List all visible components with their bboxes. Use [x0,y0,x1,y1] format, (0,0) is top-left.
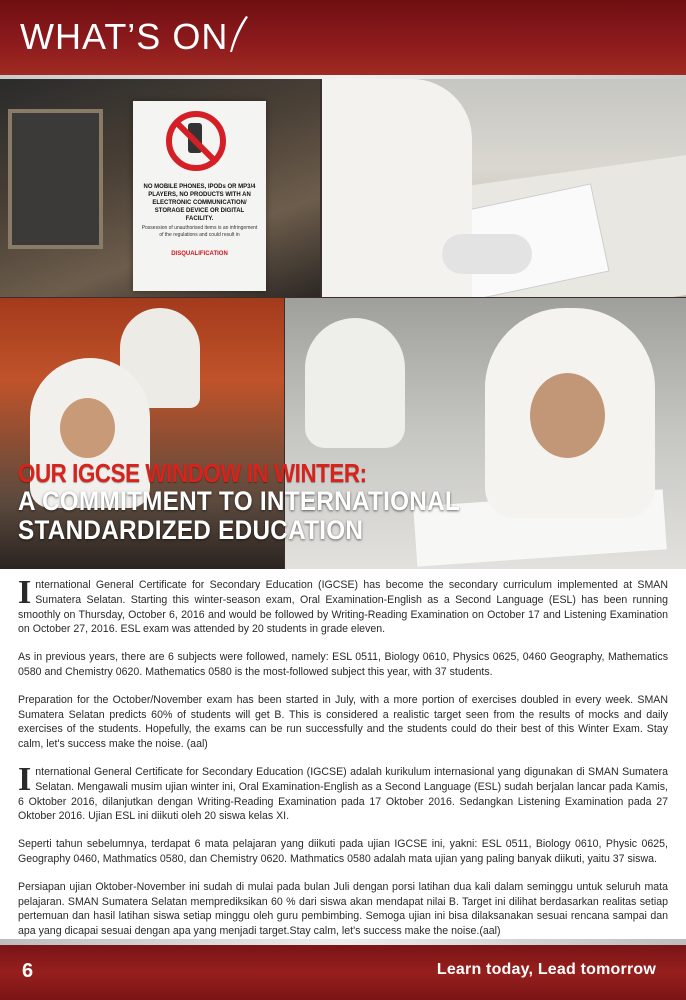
footer-banner [0,945,686,1000]
article-body [18,574,668,952]
no-phone-icon [166,111,226,171]
student-arm-shape [442,234,532,274]
paragraph-en-2: As in previous years, there are 6 subjects were followed, namely: ESL 0511, Biology 0610, Physics 0625, 0460 Geography, Mathematics 0580 and Chemistry 0620. Mathematics 0580 is the most-followed subject this year, with 37 students. [18,651,668,678]
sign-sub-text: Possession of unauthorised items is an infringement of the regulations and could result in [141,225,258,238]
header-banner [0,0,686,75]
sign-warning: DISQUALIFICATION [171,251,228,257]
paragraph-text: nternational General Certificate for Secondary Education (IGCSE) has become the secondary curriculum implemented at SMAN Sumatera Selatan. Starting this winter-season exam, Oral Examination-English as a Second Language (ESL) has been running smoothly on Thursday, October 6, 2016 and would be followed by Writing-Reading Examination on October 17 and Listening Examination on October 27, 2016. ESL exam was attended by 20 students in grade eleven. [18,579,668,636]
dropcap: I [18,760,32,798]
paragraph-en-1 [18,574,668,637]
photo-student-writing [322,79,686,297]
paragraph-id-1 [18,760,668,824]
article-headline [18,459,618,545]
student-face-shape [530,373,605,458]
window-illustration [8,109,103,249]
quill-icon [226,14,250,54]
paragraph-id-3: Persiapan ujian Oktober-November ini sudah di mulai pada bulan Juli dengan porsi latihan dua kali dalam seminggu untuk seluruh mata pelajaran. SMAN Sumatera Selatan memprediksikan 60 % dari siswa akan mendapat nilai B. Target ini dilihat berdasarkan realitas setiap pertemuan dan hasil latihan siswa setiap minggu oleh guru pembimbing. Semoga ujian ini bisa dilaksanakan sesuai rencana sampai dan apa yang dicapai sesuai dengan apa yang menjadi target.Stay calm, let's success make the noise.(aal) [18,880,668,938]
headline-kicker: OUR IGCSE WINDOW IN WINTER: [18,458,367,488]
headline-line-2: STANDARDIZED EDUCATION [18,515,364,545]
paragraph-text: nternational General Certificate for Secondary Education (IGCSE) adalah kurikulum internasional yang digunakan di SMAN Sumatera Selatan. Mengawali musim ujian winter ini, Oral Examination-English as a Second Language (ESL) sudah berjalan lancar pada Kamis, 6 Oktober 2016, dilanjutkan dengan Writing-Reading Examination pada 17 Oktober 2016. Sedangkan Listening Examination pada 27 Oktober 2016. Ujian ESL ini diikuti oleh 20 siswa kelas XI. [18,765,668,823]
paragraph-en-3: Preparation for the October/November exam has been started in July, with a more portion of exercises doubled in every week. SMAN Sumatera Selatan predicts 60% of students will get B. This is considered a realistic target seen from the results of mocks and daily exercises of the students. Hopefully, the exams can be run successfully and the students could do their best of this Winter Exam. Stay calm, let's success make the noise. (aal) [18,693,668,751]
photo-exam-room-sign [0,79,320,297]
no-phone-sign [133,101,266,291]
headline-line-1: A COMMITMENT TO INTERNATIONAL [18,486,461,516]
student-face-shape [60,398,115,458]
dropcap: I [18,574,32,611]
background-student-figure [305,318,405,448]
section-title: WHAT’S ON [20,16,229,57]
footer-tagline: Learn today, Lead tomorrow [436,961,656,978]
paragraph-id-2: Seperti tahun sebelumnya, terdapat 6 mata pelajaran yang diikuti pada ujian IGCSE ini, yakni: ESL 0511, Biology 0610, Physic 0625, Geography 0460, Mathmatics 0580, dan Chemistry 0620. Mathmatics 0580 adalah mata ujian yang paling banyak diikuti, yaitu 37 siswa. [18,838,668,865]
sign-main-text: NO MOBILE PHONES, IPODs OR MP3/4 PLAYERS, NO PRODUCTS WITH AN ELECTRONIC COMMUNICATION/ STORAGE DEVICE OR DIGITAL FACILITY. [143,184,256,222]
page-number: 6 [22,960,34,982]
